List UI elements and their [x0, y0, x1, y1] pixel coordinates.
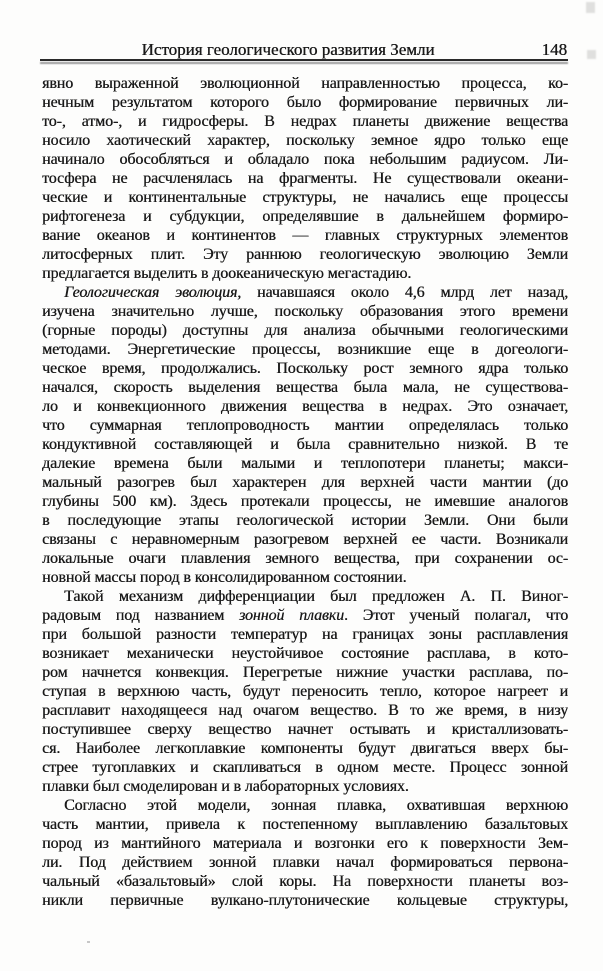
text-line: [42, 302, 568, 321]
text-run: носило хаотический характер, поскольку земное ядро только еще: [42, 132, 568, 149]
text-line: [42, 758, 568, 777]
text-line: [42, 397, 568, 416]
text-line: [42, 625, 568, 644]
text-run: (горные породы) доступны для анализа обычными геологическими: [42, 322, 568, 339]
text-run: ческое время, продолжались. Поскольку рост земного ядра только: [42, 360, 568, 377]
text-run: Согласно этой модели, зонная плавка, охватившая верхнюю: [64, 797, 568, 814]
text-run: плавки был смоделирован и в лабораторных условиях.: [42, 778, 409, 795]
text-line: [42, 359, 568, 378]
scan-artifact: [586, 2, 595, 13]
text-run: никли первичные вулкано-плутонические кольцевые структуры,: [42, 892, 568, 909]
text-run: новной массы пород в консолидированном состоянии.: [42, 569, 407, 586]
text-run: ло и конвекционного движения вещества в недрах. Это означает,: [42, 398, 568, 415]
italic-run: Геологическая эволюция,: [64, 284, 242, 301]
text-run: предлагается выделить в доокеаническую мегастадию.: [42, 265, 412, 282]
text-run: Такой механизм дифференциации был предложен А. П. Виног-: [64, 588, 568, 605]
text-line: [42, 283, 568, 302]
paragraph: [42, 283, 568, 587]
text-line: [42, 720, 568, 739]
text-run: расплавит находящееся над очагом вещество. В то же время, в низу: [42, 702, 568, 719]
text-line: [42, 435, 568, 454]
text-run: то-, атмо-, и гидросферы. В недрах планеты движение вещества: [42, 113, 568, 130]
text-line: [42, 796, 568, 815]
text-run: кондуктивной составляющей и была сравнительно низкой. В те: [42, 436, 568, 453]
text-line: [42, 321, 568, 340]
text-line: [42, 853, 568, 872]
text-run: нечным результатом которого было формирование первичных ли-: [42, 94, 568, 111]
text-run: поступившее сверху вещество начнет остывать и кристаллизовать-: [42, 721, 568, 738]
text-line: [42, 169, 568, 188]
text-line: [42, 587, 568, 606]
text-line: [42, 416, 568, 435]
header-rule: [40, 59, 568, 64]
text-line: [42, 131, 568, 150]
text-run: далекие времена были малыми и теплопотери планеты; макси-: [42, 455, 568, 472]
text-run: начался, скорость выделения вещества была мала, не существова-: [42, 379, 568, 396]
text-run: ческие и континентальные структуры, не начались еще процессы: [42, 189, 568, 206]
text-line: [42, 568, 568, 587]
text-run: при большой разности температур на границах зоны расплавления: [42, 626, 568, 643]
scan-artifact: [87, 941, 90, 943]
text-run: стрее тугоплавких и скапливаться в одном месте. Процесс зонной: [42, 759, 568, 776]
text-run: в последующие этапы геологической истории Земли. Они были: [42, 512, 568, 529]
text-line: [42, 454, 568, 473]
text-line: [42, 378, 568, 397]
text-run: локальные очаги плавления земного вещества, при сохранении ос-: [42, 550, 568, 567]
text-line: [42, 226, 568, 245]
text-line: [42, 207, 568, 226]
text-run: тосфера не расчленялась на фрагменты. Не существовали океани-: [42, 170, 568, 187]
text-run: связаны с неравномерным разогревом верхней ее части. Возникали: [42, 531, 568, 548]
paragraph: [42, 587, 568, 796]
text-line: [42, 511, 568, 530]
page-number: 148: [541, 40, 567, 59]
text-line: [42, 264, 568, 283]
text-line: [42, 739, 568, 758]
text-run: мальный разогрев был характерен для верхней части мантии (до: [42, 474, 568, 491]
text-run: . Этот ученый полагал, что: [343, 607, 568, 624]
header-rule-dark-line: [40, 59, 568, 61]
header-rule-fuzzy-line: [40, 62, 568, 64]
text-run: что суммарная теплопроводность мантии определялась только: [42, 417, 568, 434]
text-run: чальный «базальтовый» слой коры. На поверхности планеты воз-: [42, 873, 568, 890]
paragraph: [42, 74, 568, 283]
text-line: [42, 815, 568, 834]
text-run: ступая в верхнюю часть, будут переносить тепло, которое нагреет и: [42, 683, 568, 700]
text-line: [42, 188, 568, 207]
text-line: [42, 644, 568, 663]
text-line: [42, 340, 568, 359]
text-run: явно выраженной эволюционной направленностью процесса, ко-: [42, 75, 568, 92]
italic-run: зонной плавки: [239, 607, 344, 624]
running-head: [42, 40, 568, 60]
text-run: ся. Наиболее легкоплавкие компоненты будут двигаться вверх бы-: [42, 740, 568, 757]
text-line: [42, 549, 568, 568]
text-line: [42, 245, 568, 264]
text-line: [42, 112, 568, 131]
text-run: глубины 500 км). Здесь протекали процессы, не имевшие аналогов: [42, 493, 568, 510]
text-run: изучена значительно лучше, поскольку образования этого времени: [42, 303, 568, 320]
text-line: [42, 150, 568, 169]
text-run: возникает механически неустойчивое состояние расплава, в кото-: [42, 645, 568, 662]
text-line: [42, 74, 568, 93]
text-line: [42, 777, 568, 796]
text-line: [42, 492, 568, 511]
text-line: [42, 473, 568, 492]
text-run: ром начнется конвекция. Перегретые нижние участки расплава, по-: [42, 664, 568, 681]
text-run: начинало обособляться и обладало пока небольшим радиусом. Ли-: [42, 151, 568, 168]
text-line: [42, 891, 568, 910]
running-head-title: История геологического развития Земли: [141, 40, 435, 59]
text-run: рифтогенеза и субдукции, определявшие в дальнейшем формиро-: [42, 208, 568, 225]
text-run: радовым под названием: [42, 607, 240, 624]
text-line: [42, 663, 568, 682]
text-line: [42, 93, 568, 112]
text-block: [42, 74, 568, 910]
text-line: [42, 834, 568, 853]
text-run: пород из мантийного материала и возгонки его к поверхности Зем-: [42, 835, 568, 852]
text-run: вание океанов и континентов — главных структурных элементов: [42, 227, 568, 244]
text-run: методами. Энергетические процессы, возникшие еще в догеологи-: [42, 341, 568, 358]
text-run: начавшаяся около 4,6 млрд лет назад,: [241, 284, 568, 301]
text-line: [42, 530, 568, 549]
text-line: [42, 701, 568, 720]
text-line: [42, 872, 568, 891]
text-run: ли. Под действием зонной плавки начал формироваться первона-: [42, 854, 568, 871]
paragraph: [42, 796, 568, 910]
scan-artifact: [587, 50, 596, 59]
text-line: [42, 606, 568, 625]
text-line: [42, 682, 568, 701]
text-run: часть мантии, привела к постепенному выплавлению базальтовых: [42, 816, 568, 833]
text-run: литосферных плит. Эту раннюю геологическую эволюцию Земли: [42, 246, 568, 263]
